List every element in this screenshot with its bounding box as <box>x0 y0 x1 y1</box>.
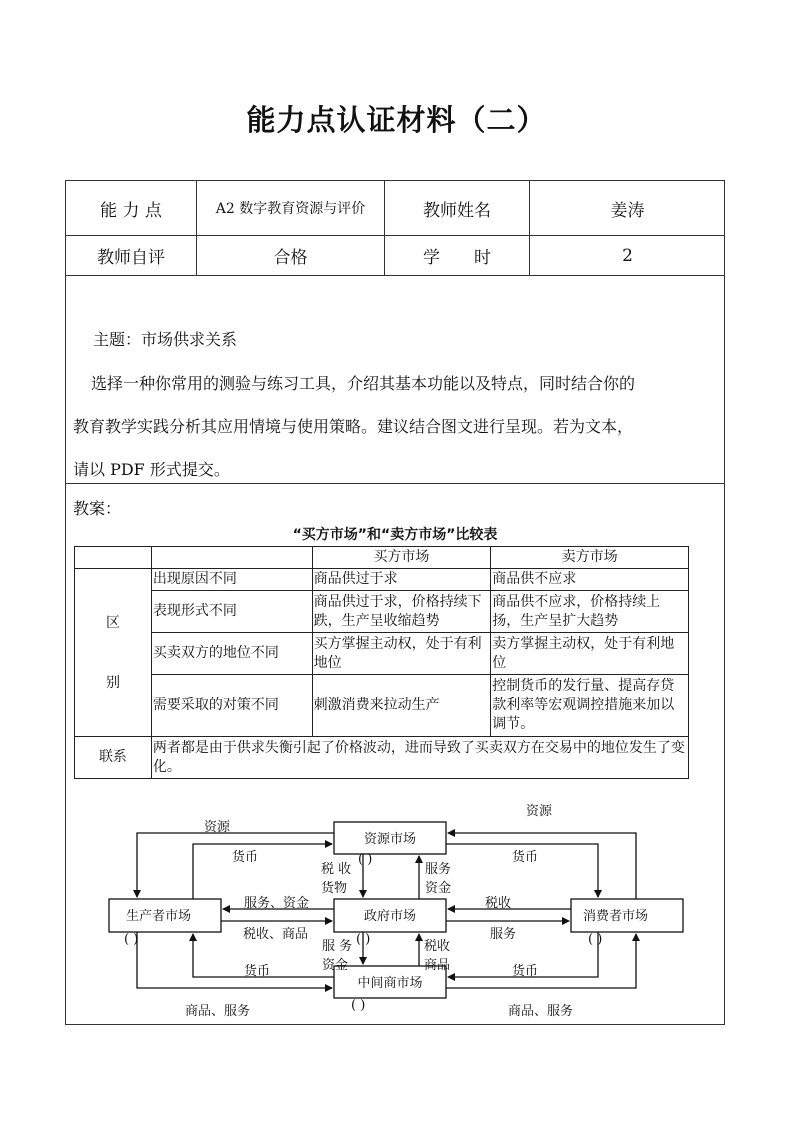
middleman-market-label: 中间商市场 <box>357 976 423 991</box>
flow-label: 服 务 <box>322 939 353 954</box>
table-row <box>75 591 689 633</box>
difference-char-1: 区 <box>105 614 120 631</box>
blank-marker: ( ) <box>356 932 371 947</box>
flow-label: 商品、服务 <box>185 1004 251 1019</box>
aspect-cell: 需要采取的对策不同 <box>151 675 312 737</box>
flow-label: 资源 <box>204 820 231 835</box>
table-row <box>75 633 689 675</box>
seller-cell: 商品供不应求 <box>491 569 689 591</box>
task-line-3: 请以 PDF 形式提交。 <box>73 460 230 479</box>
flow-label: 货币 <box>232 850 259 865</box>
seller-cell: 商品供不应求，价格持续上扬，生产呈扩大趋势 <box>491 591 689 633</box>
flow-label: 商品、服务 <box>508 1004 574 1019</box>
header-cell <box>75 547 152 569</box>
arrow-resource-to-producer <box>137 833 334 897</box>
arrow-producer-to-resource <box>193 844 332 899</box>
government-market-label: 政府市场 <box>363 909 417 924</box>
relation-row <box>75 737 689 779</box>
flow-label: 税收 <box>424 939 451 954</box>
buyer-cell: 刺激消费来拉动生产 <box>312 675 491 737</box>
comparison-table-title: “买方市场”和“卖方市场”比较表 <box>292 527 498 543</box>
arrow-middleman-to-consumer <box>446 934 636 988</box>
row-divider <box>66 275 724 276</box>
self-evaluation-label: 教师自评 <box>97 248 165 268</box>
flow-label: 货物 <box>321 881 348 896</box>
flow-label: 货币 <box>244 964 271 979</box>
buyer-cell: 商品供过于求 <box>312 569 491 591</box>
teacher-name-label: 教师姓名 <box>423 200 491 221</box>
difference-label <box>75 569 152 737</box>
flow-label: 税 收 <box>321 862 352 877</box>
seller-cell: 控制货币的发行量、提高存贷款利率等宏观调控措施来加以调节。 <box>491 675 689 737</box>
buyer-cell: 商品供过于求，价格持续下跌，生产呈收缩趋势 <box>312 591 491 633</box>
task-line-1: 选择一种你常用的测验与练习工具，介绍其基本功能以及特点，同时结合你的 <box>91 374 636 393</box>
table-row <box>75 569 689 591</box>
self-evaluation-value: 合格 <box>273 248 308 268</box>
difference-char-2: 别 <box>105 674 120 691</box>
flow-label: 货币 <box>512 850 539 865</box>
flow-label: 资金 <box>425 881 452 896</box>
flow-label: 商品 <box>424 958 451 973</box>
flow-label: 货币 <box>512 964 539 979</box>
certification-form <box>65 180 725 1025</box>
header-cell <box>151 547 312 569</box>
flow-label: 服务 <box>425 862 452 877</box>
flow-label: 服务、资金 <box>244 896 310 911</box>
relation-text: 两者都是由于供求失衡引起了价格波动，进而导致了买卖双方在交易中的地位发生了变化。 <box>151 737 688 779</box>
consumer-market-label: 消费者市场 <box>583 909 649 924</box>
header-buyer-market: 买方市场 <box>312 547 491 569</box>
row-divider <box>66 483 724 484</box>
market-flow-diagram <box>66 791 726 1026</box>
class-hours-label: 学 时 <box>423 248 491 268</box>
arrow-consumer-to-resource <box>448 833 636 899</box>
lesson-label: 教案： <box>73 499 122 518</box>
task-line-2: 教育教学实践分析其应用情境与使用策略。建议结合图文进行呈现。若为文本， <box>73 417 634 436</box>
producer-market-label: 生产者市场 <box>126 909 192 924</box>
document-title: 能力点认证材料（二） <box>246 103 547 137</box>
flow-label: 服务 <box>490 927 517 942</box>
blank-marker: ( ) <box>351 998 366 1013</box>
blank-marker: ( ) <box>124 932 139 947</box>
aspect-cell: 出现原因不同 <box>151 569 312 591</box>
buyer-cell: 买方掌握主动权，处于有利地位 <box>312 633 491 675</box>
topic-line: 主题：市场供求关系 <box>93 330 238 349</box>
relation-label: 联系 <box>75 737 152 779</box>
seller-cell: 卖方掌握主动权，处于有利地位 <box>491 633 689 675</box>
ability-point-value: A2 数字教育资源与评价 <box>215 201 366 217</box>
flow-label: 税收 <box>485 896 512 911</box>
header-seller-market: 卖方市场 <box>491 547 689 569</box>
blank-marker: ( ) <box>588 932 603 947</box>
flow-label: 资源 <box>526 804 553 819</box>
table-row <box>75 675 689 737</box>
flow-label: 资金 <box>322 958 349 973</box>
aspect-cell: 表现形式不同 <box>151 591 312 633</box>
ability-point-label: 能 力 点 <box>100 200 162 221</box>
class-hours-value: 2 <box>622 245 633 266</box>
aspect-cell: 买卖双方的地位不同 <box>151 633 312 675</box>
resource-market-label: 资源市场 <box>363 832 417 847</box>
comparison-table <box>74 546 689 779</box>
blank-marker: ( ) <box>358 852 373 867</box>
teacher-name-value: 姜涛 <box>610 200 645 221</box>
table-header-row <box>75 547 689 569</box>
flow-label: 税收、商品 <box>243 927 309 942</box>
